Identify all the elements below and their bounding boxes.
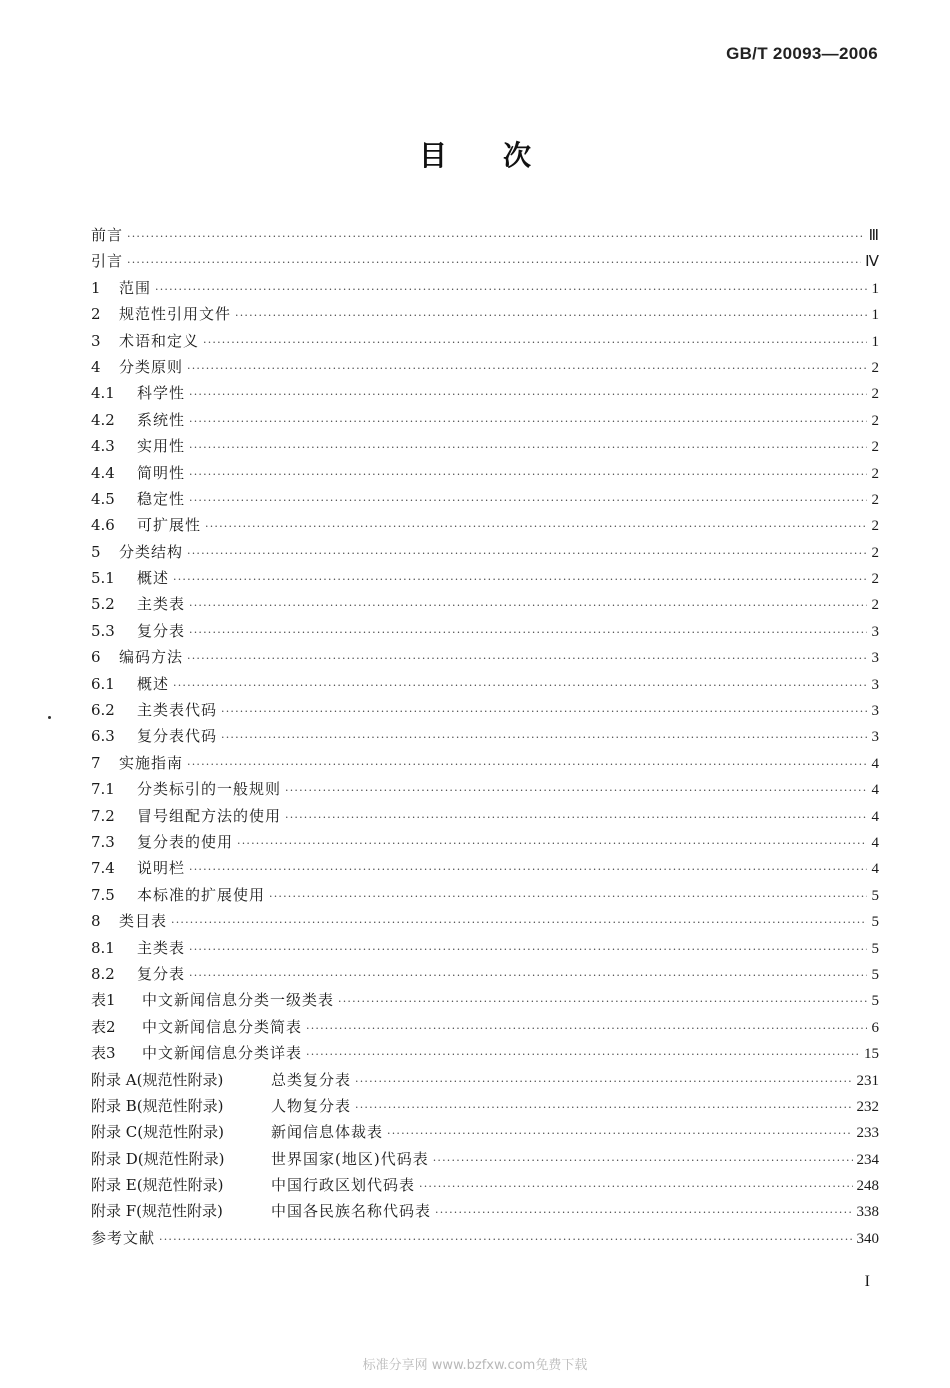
toc-entry xyxy=(91,671,879,697)
toc-entry-page: 6 xyxy=(871,1019,879,1036)
toc-leader-dots xyxy=(435,1200,852,1226)
toc-entry-number: 5 xyxy=(91,542,101,561)
toc-entry-page: 3 xyxy=(871,623,879,640)
toc-leader-dots xyxy=(189,435,867,461)
toc-entry-number: 4.1 xyxy=(91,384,115,403)
toc-entry-page: 4 xyxy=(871,782,879,799)
toc-entry-number: 附录 A(规范性附录) xyxy=(91,1070,224,1089)
toc-entry-number: 7.1 xyxy=(91,780,115,799)
toc-entry-label: 中文新闻信息分类一级类表 xyxy=(142,991,335,1010)
toc-leader-dots xyxy=(285,805,867,831)
toc-entry-label: 复分表 xyxy=(137,621,186,640)
toc-entry-number: 7.3 xyxy=(91,832,115,851)
toc-entry-number: 表2 xyxy=(91,1017,116,1036)
toc-entry-label: 科学性 xyxy=(137,384,186,403)
toc-entry xyxy=(91,644,879,670)
toc-entry xyxy=(91,723,879,749)
toc-entry-page: 234 xyxy=(856,1151,879,1168)
toc-leader-dots xyxy=(127,224,865,250)
scan-speck xyxy=(48,716,51,719)
toc-entry xyxy=(91,222,879,248)
toc-entry-number: 7 xyxy=(91,753,101,772)
toc-entry-number: 附录 D(规范性附录) xyxy=(91,1149,225,1168)
toc-entry-label: 类目表 xyxy=(119,912,168,931)
toc-entry-label: 世界国家(地区)代码表 xyxy=(271,1149,429,1168)
toc-leader-dots xyxy=(306,1042,860,1068)
toc-leader-dots xyxy=(189,488,867,514)
toc-entry-number: 表3 xyxy=(91,1044,116,1063)
toc-entry xyxy=(91,987,879,1013)
toc-entry-number: 4.5 xyxy=(91,489,115,508)
toc-entry xyxy=(91,565,879,591)
toc-entry-label: 主类表代码 xyxy=(137,701,218,720)
toc-entry-number: 5.1 xyxy=(91,569,115,588)
toc-entry-label: 分类原则 xyxy=(119,357,184,376)
toc-entry-label: 可扩展性 xyxy=(137,516,202,535)
toc-entry xyxy=(91,1014,879,1040)
toc-entry-label: 系统性 xyxy=(137,410,186,429)
toc-entry-page: Ⅳ xyxy=(865,254,879,271)
toc-entry-page: 4 xyxy=(871,755,879,772)
toc-entry xyxy=(91,354,879,380)
toc-entry-number: 8 xyxy=(91,912,101,931)
toc-entry xyxy=(91,486,879,512)
toc-entry-number: 5.3 xyxy=(91,621,115,640)
toc-entry xyxy=(91,512,879,538)
toc-entry-number: 1 xyxy=(91,278,101,297)
toc-entry xyxy=(91,275,879,301)
toc-entry-label: 实施指南 xyxy=(119,753,184,772)
toc-entry-page: 4 xyxy=(871,861,879,878)
toc-entry xyxy=(91,855,879,881)
toc-entry-label: 中文新闻信息分类简表 xyxy=(142,1017,303,1036)
toc-entry xyxy=(91,407,879,433)
toc-entry-number: 表1 xyxy=(91,991,116,1010)
toc-leader-dots xyxy=(221,725,867,751)
toc-entry-label: 术语和定义 xyxy=(119,331,200,350)
toc-leader-dots xyxy=(419,1174,852,1200)
toc-entry-page: 232 xyxy=(856,1098,879,1115)
toc-leader-dots xyxy=(355,1095,852,1121)
toc-entry-label: 编码方法 xyxy=(119,648,184,667)
toc-leader-dots xyxy=(173,567,867,593)
toc-entry-page: 2 xyxy=(871,571,879,588)
toc-entry xyxy=(91,829,879,855)
toc-leader-dots xyxy=(187,541,867,567)
toc-leader-dots xyxy=(189,593,867,619)
toc-entry-page: 2 xyxy=(871,465,879,482)
toc-entry-page: 340 xyxy=(856,1230,879,1247)
toc-entry-page: 5 xyxy=(871,887,879,904)
toc-entry-label: 分类标引的一般规则 xyxy=(137,780,282,799)
toc-leader-dots xyxy=(127,250,861,276)
toc-entry-number: 7.2 xyxy=(91,806,115,825)
toc-entry-page: 2 xyxy=(871,491,879,508)
toc-entry-label: 复分表的使用 xyxy=(137,832,234,851)
toc-entry-number: 4.6 xyxy=(91,516,115,535)
toc-entry xyxy=(91,1040,879,1066)
toc-leader-dots xyxy=(189,620,867,646)
toc-entry xyxy=(91,1198,879,1224)
toc-entry-page: 2 xyxy=(871,359,879,376)
toc-entry-number: 2 xyxy=(91,305,101,324)
toc-entry-label: 概述 xyxy=(137,569,170,588)
table-of-contents xyxy=(91,222,879,1251)
toc-entry-page: 4 xyxy=(871,808,879,825)
toc-leader-dots xyxy=(189,857,867,883)
toc-leader-dots xyxy=(189,963,867,989)
toc-leader-dots xyxy=(187,356,867,382)
toc-entry xyxy=(91,1119,879,1145)
toc-entry-label: 简明性 xyxy=(137,463,186,482)
toc-entry-page: Ⅲ xyxy=(868,228,879,244)
toc-entry-label: 新闻信息体裁表 xyxy=(271,1123,384,1142)
toc-entry xyxy=(91,908,879,934)
toc-entry xyxy=(91,380,879,406)
toc-entry-page: 15 xyxy=(864,1046,879,1063)
toc-entry-page: 2 xyxy=(871,544,879,561)
toc-entry-page: 1 xyxy=(871,333,879,350)
toc-entry-label: 总类复分表 xyxy=(271,1070,352,1089)
toc-leader-dots xyxy=(159,1227,852,1253)
toc-entry xyxy=(91,301,879,327)
toc-entry-page: 1 xyxy=(871,280,879,297)
toc-entry-page: 5 xyxy=(871,940,879,957)
toc-leader-dots xyxy=(221,699,867,725)
toc-entry-page: 3 xyxy=(871,676,879,693)
toc-entry-page: 2 xyxy=(871,439,879,456)
toc-entry-label: 稳定性 xyxy=(137,489,186,508)
toc-entry xyxy=(91,803,879,829)
toc-entry xyxy=(91,618,879,644)
toc-entry-label: 中国各民族名称代码表 xyxy=(271,1202,432,1221)
toc-entry-label: 实用性 xyxy=(137,437,186,456)
toc-entry-number: 5.2 xyxy=(91,595,115,614)
toc-leader-dots xyxy=(387,1121,852,1147)
toc-leader-dots xyxy=(285,778,867,804)
page-number: I xyxy=(864,1273,870,1290)
toc-entry-page: 1 xyxy=(871,307,879,324)
toc-leader-dots xyxy=(338,989,867,1015)
toc-entry-label: 复分表 xyxy=(137,964,186,983)
toc-entry-number: 附录 F(规范性附录) xyxy=(91,1202,223,1221)
toc-entry-page: 248 xyxy=(856,1178,879,1195)
toc-entry-number: 8.1 xyxy=(91,938,115,957)
toc-entry-page: 2 xyxy=(871,597,879,614)
toc-entry xyxy=(91,935,879,961)
toc-leader-dots xyxy=(187,752,867,778)
toc-entry-page: 231 xyxy=(856,1072,879,1089)
toc-entry xyxy=(91,328,879,354)
toc-leader-dots xyxy=(237,831,867,857)
toc-entry-number: 6.3 xyxy=(91,727,115,746)
toc-entry xyxy=(91,1093,879,1119)
toc-leader-dots xyxy=(187,646,867,672)
toc-entry-label: 复分表代码 xyxy=(137,727,218,746)
toc-entry-page: 2 xyxy=(871,386,879,403)
toc-leader-dots xyxy=(189,937,867,963)
toc-entry-label: 冒号组配方法的使用 xyxy=(137,806,282,825)
toc-entry-page: 233 xyxy=(856,1125,879,1142)
toc-entry-number: 6 xyxy=(91,648,101,667)
toc-entry-label: 引言 xyxy=(91,252,124,271)
toc-entry xyxy=(91,1172,879,1198)
toc-entry-label: 本标准的扩展使用 xyxy=(137,885,266,904)
toc-entry-number: 附录 E(规范性附录) xyxy=(91,1176,224,1195)
toc-entry-number: 8.2 xyxy=(91,964,115,983)
toc-entry-label: 参考文献 xyxy=(91,1228,156,1247)
toc-entry xyxy=(91,697,879,723)
toc-entry-label: 前言 xyxy=(91,226,124,244)
toc-entry-page: 5 xyxy=(871,993,879,1010)
toc-leader-dots xyxy=(205,514,867,540)
toc-entry xyxy=(91,433,879,459)
toc-entry xyxy=(91,882,879,908)
toc-entry-page: 3 xyxy=(871,703,879,720)
toc-entry-page: 3 xyxy=(871,650,879,667)
toc-leader-dots xyxy=(355,1069,852,1095)
toc-leader-dots xyxy=(306,1016,867,1042)
toc-entry-page: 4 xyxy=(871,834,879,851)
toc-entry-number: 7.4 xyxy=(91,859,115,878)
page-title: 目次 xyxy=(418,139,587,172)
toc-entry xyxy=(91,1067,879,1093)
toc-entry-number: 附录 C(规范性附录) xyxy=(91,1123,224,1142)
toc-entry-number: 7.5 xyxy=(91,885,115,904)
toc-entry-page: 2 xyxy=(871,518,879,535)
toc-entry xyxy=(91,750,879,776)
toc-leader-dots xyxy=(189,382,867,408)
standard-code: GB/T 20093—2006 xyxy=(726,44,878,63)
toc-entry-label: 主类表 xyxy=(137,595,186,614)
toc-entry-label: 分类结构 xyxy=(119,542,184,561)
toc-entry-number: 4 xyxy=(91,357,101,376)
toc-leader-dots xyxy=(189,462,867,488)
toc-leader-dots xyxy=(155,277,867,303)
toc-leader-dots xyxy=(235,303,867,329)
toc-entry-number: 4.2 xyxy=(91,410,115,429)
toc-entry xyxy=(91,1225,879,1251)
toc-entry-label: 中文新闻信息分类详表 xyxy=(142,1044,303,1063)
toc-entry-label: 中国行政区划代码表 xyxy=(271,1176,416,1195)
toc-entry-label: 主类表 xyxy=(137,938,186,957)
toc-entry-page: 5 xyxy=(871,914,879,931)
toc-entry xyxy=(91,248,879,274)
toc-entry-page: 5 xyxy=(871,966,879,983)
toc-entry-number: 6.1 xyxy=(91,674,115,693)
toc-leader-dots xyxy=(189,409,867,435)
toc-entry-page: 2 xyxy=(871,412,879,429)
toc-leader-dots xyxy=(173,673,867,699)
toc-entry-number: 4.4 xyxy=(91,463,115,482)
toc-leader-dots xyxy=(171,910,867,936)
toc-entry-number: 3 xyxy=(91,331,101,350)
toc-entry-page: 338 xyxy=(856,1204,879,1221)
watermark: 标准分享网 www.bzfxw.com免费下载 xyxy=(362,1358,588,1373)
toc-entry xyxy=(91,961,879,987)
toc-entry-label: 规范性引用文件 xyxy=(119,305,232,324)
toc-entry xyxy=(91,776,879,802)
toc-entry-label: 概述 xyxy=(137,674,170,693)
toc-entry xyxy=(91,1146,879,1172)
toc-entry-number: 6.2 xyxy=(91,701,115,720)
toc-entry xyxy=(91,460,879,486)
toc-leader-dots xyxy=(269,884,867,910)
toc-entry-label: 人物复分表 xyxy=(271,1096,352,1115)
toc-entry-label: 说明栏 xyxy=(137,859,186,878)
toc-entry xyxy=(91,591,879,617)
toc-entry-number: 4.3 xyxy=(91,437,115,456)
toc-leader-dots xyxy=(433,1148,853,1174)
toc-leader-dots xyxy=(203,330,867,356)
toc-entry xyxy=(91,539,879,565)
toc-entry-label: 范围 xyxy=(119,278,152,297)
toc-entry-page: 3 xyxy=(871,729,879,746)
toc-entry-number: 附录 B(规范性附录) xyxy=(91,1096,224,1115)
